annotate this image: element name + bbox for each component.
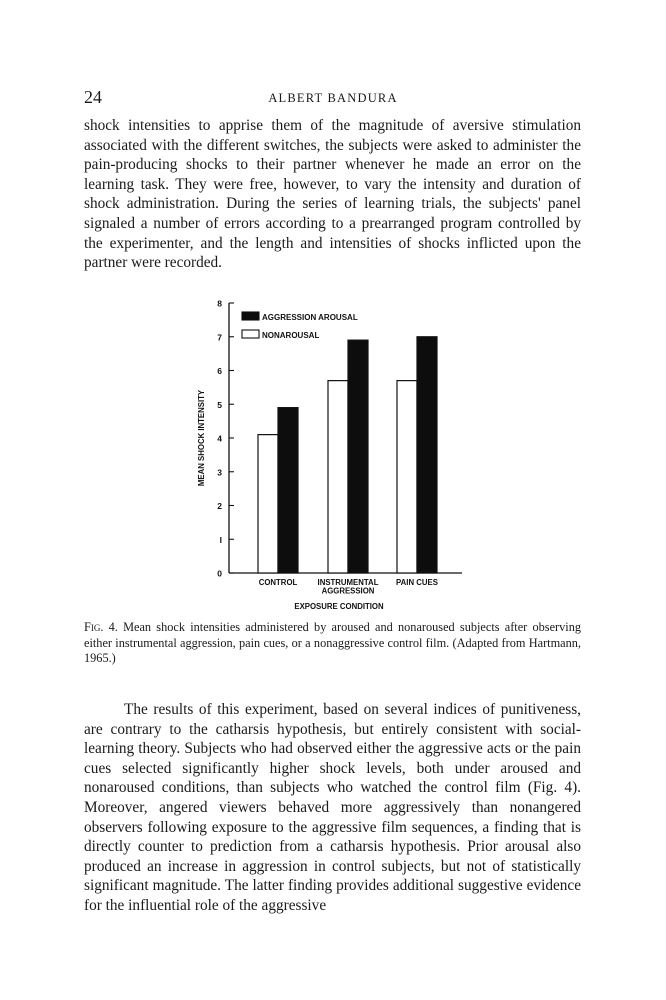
bar <box>348 340 368 573</box>
body-paragraph-1: shock intensities to apprise them of the magnitude of aversive stimulation associated with the different switches, the subjects were asked to administer the pain-producing shocks to their partner whenever he made an error on the learning task. They were free, however, to vary the intensity and duration of shock administration. During the series of learning trials, the subjects' panel signaled a number of errors according to a prearranged program controlled by the experimenter, and the length and intensities of shocks inflicted upon the partner were recorded. <box>84 117 581 272</box>
y-tick-label: 4 <box>217 433 222 444</box>
bar <box>417 337 437 573</box>
y-axis-title: MEAN SHOCK INTENSITY <box>197 389 206 487</box>
body-paragraph-2: The results of this experiment, based on several indices of punitiveness, are contrary to the catharsis hypothesis, but entirely consistent with social-learning theory. Subjects who had observed either the aggressive acts or the pain cues selected significantly higher shock levels, both under aroused and nonaroused conditions, than subjects who watched the control film (Fig. 4). Moreover, angered viewers behaved more aggressively than nonangered observers following exposure to the aggressive film sequences, a finding that is directly counter to prediction from a catharsis hypothesis. Prior arousal also produced an increase in aggression in control subjects, but not of statistically significant magnitude. The latter finding provides additional suggestive evidence for the influential role of the aggressive <box>84 701 581 914</box>
x-category-label: CONTROL <box>258 578 298 587</box>
figure-caption <box>84 620 581 667</box>
x-category-label: INSTRUMENTAL <box>317 578 379 587</box>
legend-swatch <box>242 330 259 338</box>
page-number: 24 <box>84 87 102 107</box>
bar <box>258 435 278 573</box>
x-axis-title: EXPOSURE CONDITION <box>294 602 384 611</box>
x-category-label: AGGRESSION <box>321 586 375 596</box>
y-tick-label: 8 <box>217 298 222 309</box>
y-tick-label: 0 <box>217 568 222 579</box>
y-tick-label: 6 <box>217 366 222 376</box>
legend-label: NONAROUSAL <box>262 331 320 340</box>
bar <box>397 381 417 573</box>
x-category-label: PAIN CUES <box>396 578 438 587</box>
bar <box>328 381 348 573</box>
y-tick-label: I <box>219 534 222 545</box>
legend-label: AGGRESSION AROUSAL <box>262 313 358 322</box>
y-tick-label: 2 <box>217 501 222 511</box>
bar <box>278 408 298 573</box>
figure-label: Fig. 4. <box>84 620 118 634</box>
y-tick-label: 5 <box>217 399 222 410</box>
figure-caption-text: Mean shock intensities administered by aroused and nonaroused subjects after observing either instrumental aggression, pain cues, or a nonaggressive control film. (Adapted from Hartmann, 1965.) <box>84 620 581 666</box>
legend-swatch <box>242 312 259 320</box>
y-tick-label: 7 <box>217 332 222 343</box>
running-head: ALBERT BANDURA <box>268 91 398 105</box>
y-tick-label: 3 <box>217 467 222 478</box>
